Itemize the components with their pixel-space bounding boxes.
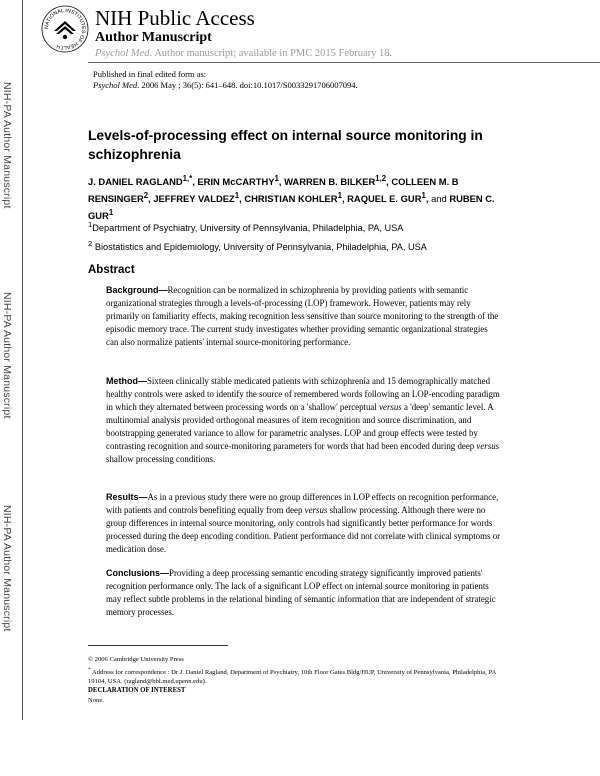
abstract-background: Background—Recognition can be normalized in schizophrenia by providing patients with semantic organizational strategies through a levels-of-processing (LOP) framework. However, patients may rely primarily on familiarity effects, making recognition less sensitive than source monitoring to the strength of the episodic memory trace. The current study investigates whether providing semantic organizational strategies can also normalize patients' internal source-monitoring performance. [106, 285, 499, 347]
author-name: COLLEEN M. B RENSINGER [88, 176, 459, 205]
author-name: CHRISTIAN KOHLER [244, 193, 338, 205]
author-name: RAQUEL E. GUR [347, 193, 422, 205]
author-manuscript-label: Author Manuscript [95, 30, 212, 45]
abstract-method: Method—Sixteen clinically stable medicated patients with schizophrenia and 15 demographically matched healthy controls were asked to identify the source of remembered words following an LOP-encoding paradigm in which they alternated between processing words on a 'shallow' perceptual versus a 'deep' semantic level. A multinomial analysis provided orthogonal measures of item recognition and source discrimination, and bootstrapping generated variance to allow for parametric analyses. LOP and group effects were tested by contrasting recognition and source-monitoring parameters for words that had been encoded during deep versus shallow processing conditions. [106, 376, 500, 464]
author-name: J. DANIEL RAGLAND [88, 176, 183, 188]
author-name: WARREN B. BILKER [284, 176, 376, 188]
published-citation: Psychol Med. 2006 May ; 36(5): 641–648. doi:10.1017/S0033291706007094. [93, 80, 358, 90]
header-divider [88, 62, 600, 63]
declaration-heading: DECLARATION OF INTEREST [88, 687, 186, 694]
correspondence-note: * Address for correspondence : Dr J. Daniel Ragland, Department of Psychiatry, 10th Floor Gates Bldg/HUP, University of Pennsylvania, Philadelphia, PA 19104, USA. (ragland@bbl.med.upenn.edu). [88, 667, 496, 685]
sidebar-label-top: NIH-PA Author Manuscript [1, 82, 13, 209]
article-title: Levels-of-processing effect on internal source monitoring in schizophrenia [88, 128, 483, 162]
copyright-note: © 2006 Cambridge University Press [88, 656, 184, 663]
declaration-text: None. [88, 697, 104, 704]
sidebar-label-bottom: NIH-PA Author Manuscript [1, 505, 13, 632]
abstract-conclusions: Conclusions—Providing a deep processing semantic encoding strategy significantly improved patients' recognition performance only. The lack of a significant LOP effect on internal source monitoring in patients may reflect subtle problems in the relational binding of semantic information that are independent of strategic memory processes. [106, 568, 496, 617]
author-name: ERIN McCARTHY [197, 176, 275, 188]
author-name: JEFFREY VALDEZ [153, 193, 235, 205]
sidebar-label-middle: NIH-PA Author Manuscript [1, 292, 13, 419]
nih-seal-logo [40, 4, 90, 54]
abstract-results: Results—As in a previous study there were no group differences in LOP effects on recognition performance, with patients and controls benefiting equally from deep versus shallow processing. Although there were no group differences in internal source monitoring, only controls had significantly better performance for words processed during the deep encoding condition. Patient performance did not correlate with clinical symptoms or medication dose. [106, 492, 501, 554]
svg-text:NATIONAL INSTITUTES OF HEALTH: NATIONAL INSTITUTES OF HEALTH [43, 7, 87, 51]
author-name: RUBEN C. GUR [88, 193, 495, 222]
author-list: J. DANIEL $RAGLAND^{1,*}$, ERIN McCARTHY$^1$, WARREN B. BILKER$^{1,2}$, COLLEEN M. B RENSINGER$^2$, JEFFREY VALDEZ$^1$, CHRISTIAN KOHLER$^1$, RAQUEL E. GUR$^1$, and RUBEN C. GUR$^1$ [88, 174, 495, 222]
nih-public-access-title: NIH Public Access [95, 6, 255, 30]
affiliation-2: $^2$ Biostatistics and Epidemiology, University of Pennsylvania, Philadelphia, PA, USA [88, 239, 427, 253]
abstract-heading: Abstract [88, 264, 135, 276]
footnote-divider [88, 645, 228, 646]
pmc-availability-line: Psychol Med. Author manuscript; available in PMC 2015 February 18. [95, 48, 393, 59]
published-in-label: Published in final edited form as: [93, 69, 207, 79]
affiliation-1: $^1$Department of Psychiatry, University of Pennsylvania, Philadelphia, PA, USA [88, 220, 404, 234]
